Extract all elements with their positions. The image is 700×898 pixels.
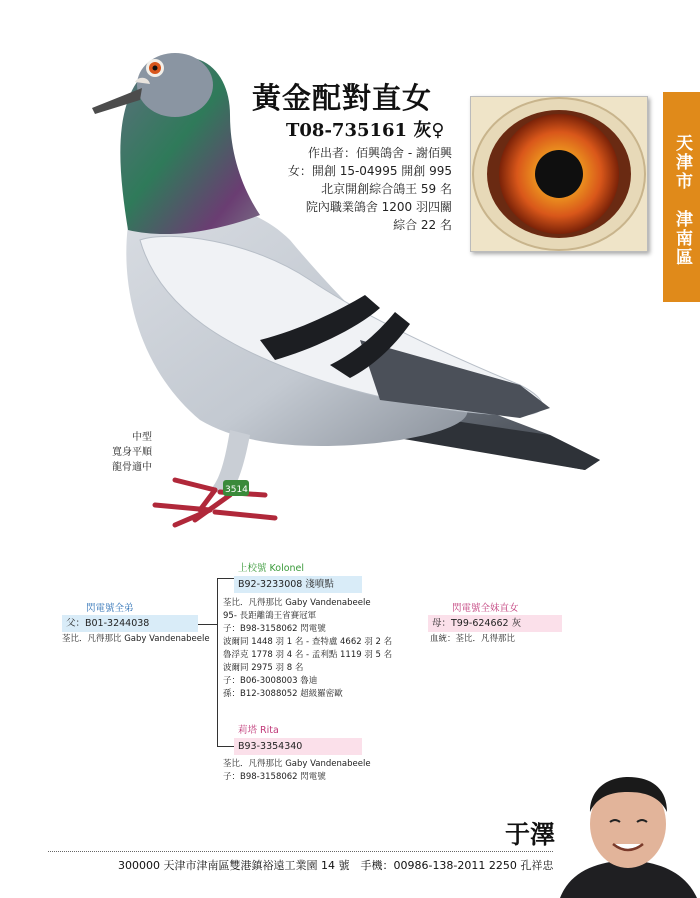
mother-ring: 母：T99-624662 灰: [428, 615, 562, 632]
pedigree-connector: [217, 746, 234, 747]
pedigree-note: 荃比．凡得那比 Gaby Vandenabeele: [223, 598, 371, 608]
granddam-notes: [223, 758, 371, 784]
page-title: 黃金配對直女: [252, 81, 433, 115]
eye-photo: [470, 96, 648, 252]
owner-name: 于澤: [505, 820, 556, 849]
info-line: 綜合 22 名: [393, 218, 452, 232]
grandsire-ring: B92-3233008 淺噴點: [234, 576, 362, 593]
region-tab: 天津市 津南區: [663, 92, 700, 302]
grandsire-notes: [223, 597, 392, 701]
father-label: 閃電號全弟: [86, 603, 134, 614]
pedigree-connector: [217, 578, 218, 746]
owner-portrait: [555, 772, 700, 898]
father-ring: 父：B01-3244038: [62, 615, 198, 632]
info-line: 北京開創綜合鴿王 59 名: [321, 182, 452, 196]
pedigree-note: 95- 長距離鴿王省賽冠軍: [223, 611, 317, 621]
pedigree-note: 子：B98-3158062 閃電號: [223, 624, 326, 634]
mother-label: 閃電號全妹直女: [452, 603, 519, 614]
grandsire-label: 上校號 Kolonel: [238, 563, 305, 574]
pedigree-note: 子：B98-3158062 閃電號: [223, 772, 326, 782]
contact-address: 300000 天津市津南區雙港鎮裕遠工業園 14 號 手機：00986-138-2011 2250 孔祥忠: [118, 859, 554, 872]
build-note: 中型: [132, 432, 152, 443]
father-note: 荃比．凡得那比 Gaby Vandenabeele: [62, 634, 210, 644]
info-line: 院內職業鴿舍 1200 羽四關: [305, 200, 452, 214]
ring-number: T08-735161 灰♀: [286, 120, 445, 141]
pedigree-note: 波爾同 1448 羽 1 名 - 查特盧 4662 羽 2 名: [223, 637, 393, 647]
build-note: 寬身平順: [112, 447, 152, 458]
granddam-label: 莉塔 Rita: [238, 725, 279, 736]
leg-band: 3514: [225, 485, 248, 495]
info-line: 女：開創 15-04995 開創 995: [287, 164, 452, 178]
pedigree-connector: [217, 578, 234, 579]
footer-divider: [48, 851, 553, 852]
info-block: [222, 144, 452, 234]
build-note: 龍骨適中: [112, 462, 152, 473]
pedigree-note: 荃比．凡得那比 Gaby Vandenabeele: [223, 759, 371, 769]
granddam-ring: B93-3354340: [234, 738, 362, 755]
pedigree-note: 子：B06-3008003 魯迪: [223, 676, 318, 686]
pedigree-note: 孫：B12-3088052 超級羅密歐: [223, 689, 343, 699]
pedigree-note: 魯浮克 1778 羽 4 名 - 孟利點 1119 羽 5 名: [223, 650, 393, 660]
mother-note: 血統：荃比．凡得那比: [430, 634, 516, 644]
pedigree-connector: [198, 624, 217, 625]
pedigree-note: 波爾同 2975 羽 8 名: [223, 663, 304, 673]
info-line: 作出者：佰興鴿舍 - 謝佰興: [308, 146, 452, 160]
build-notes: [90, 430, 152, 475]
